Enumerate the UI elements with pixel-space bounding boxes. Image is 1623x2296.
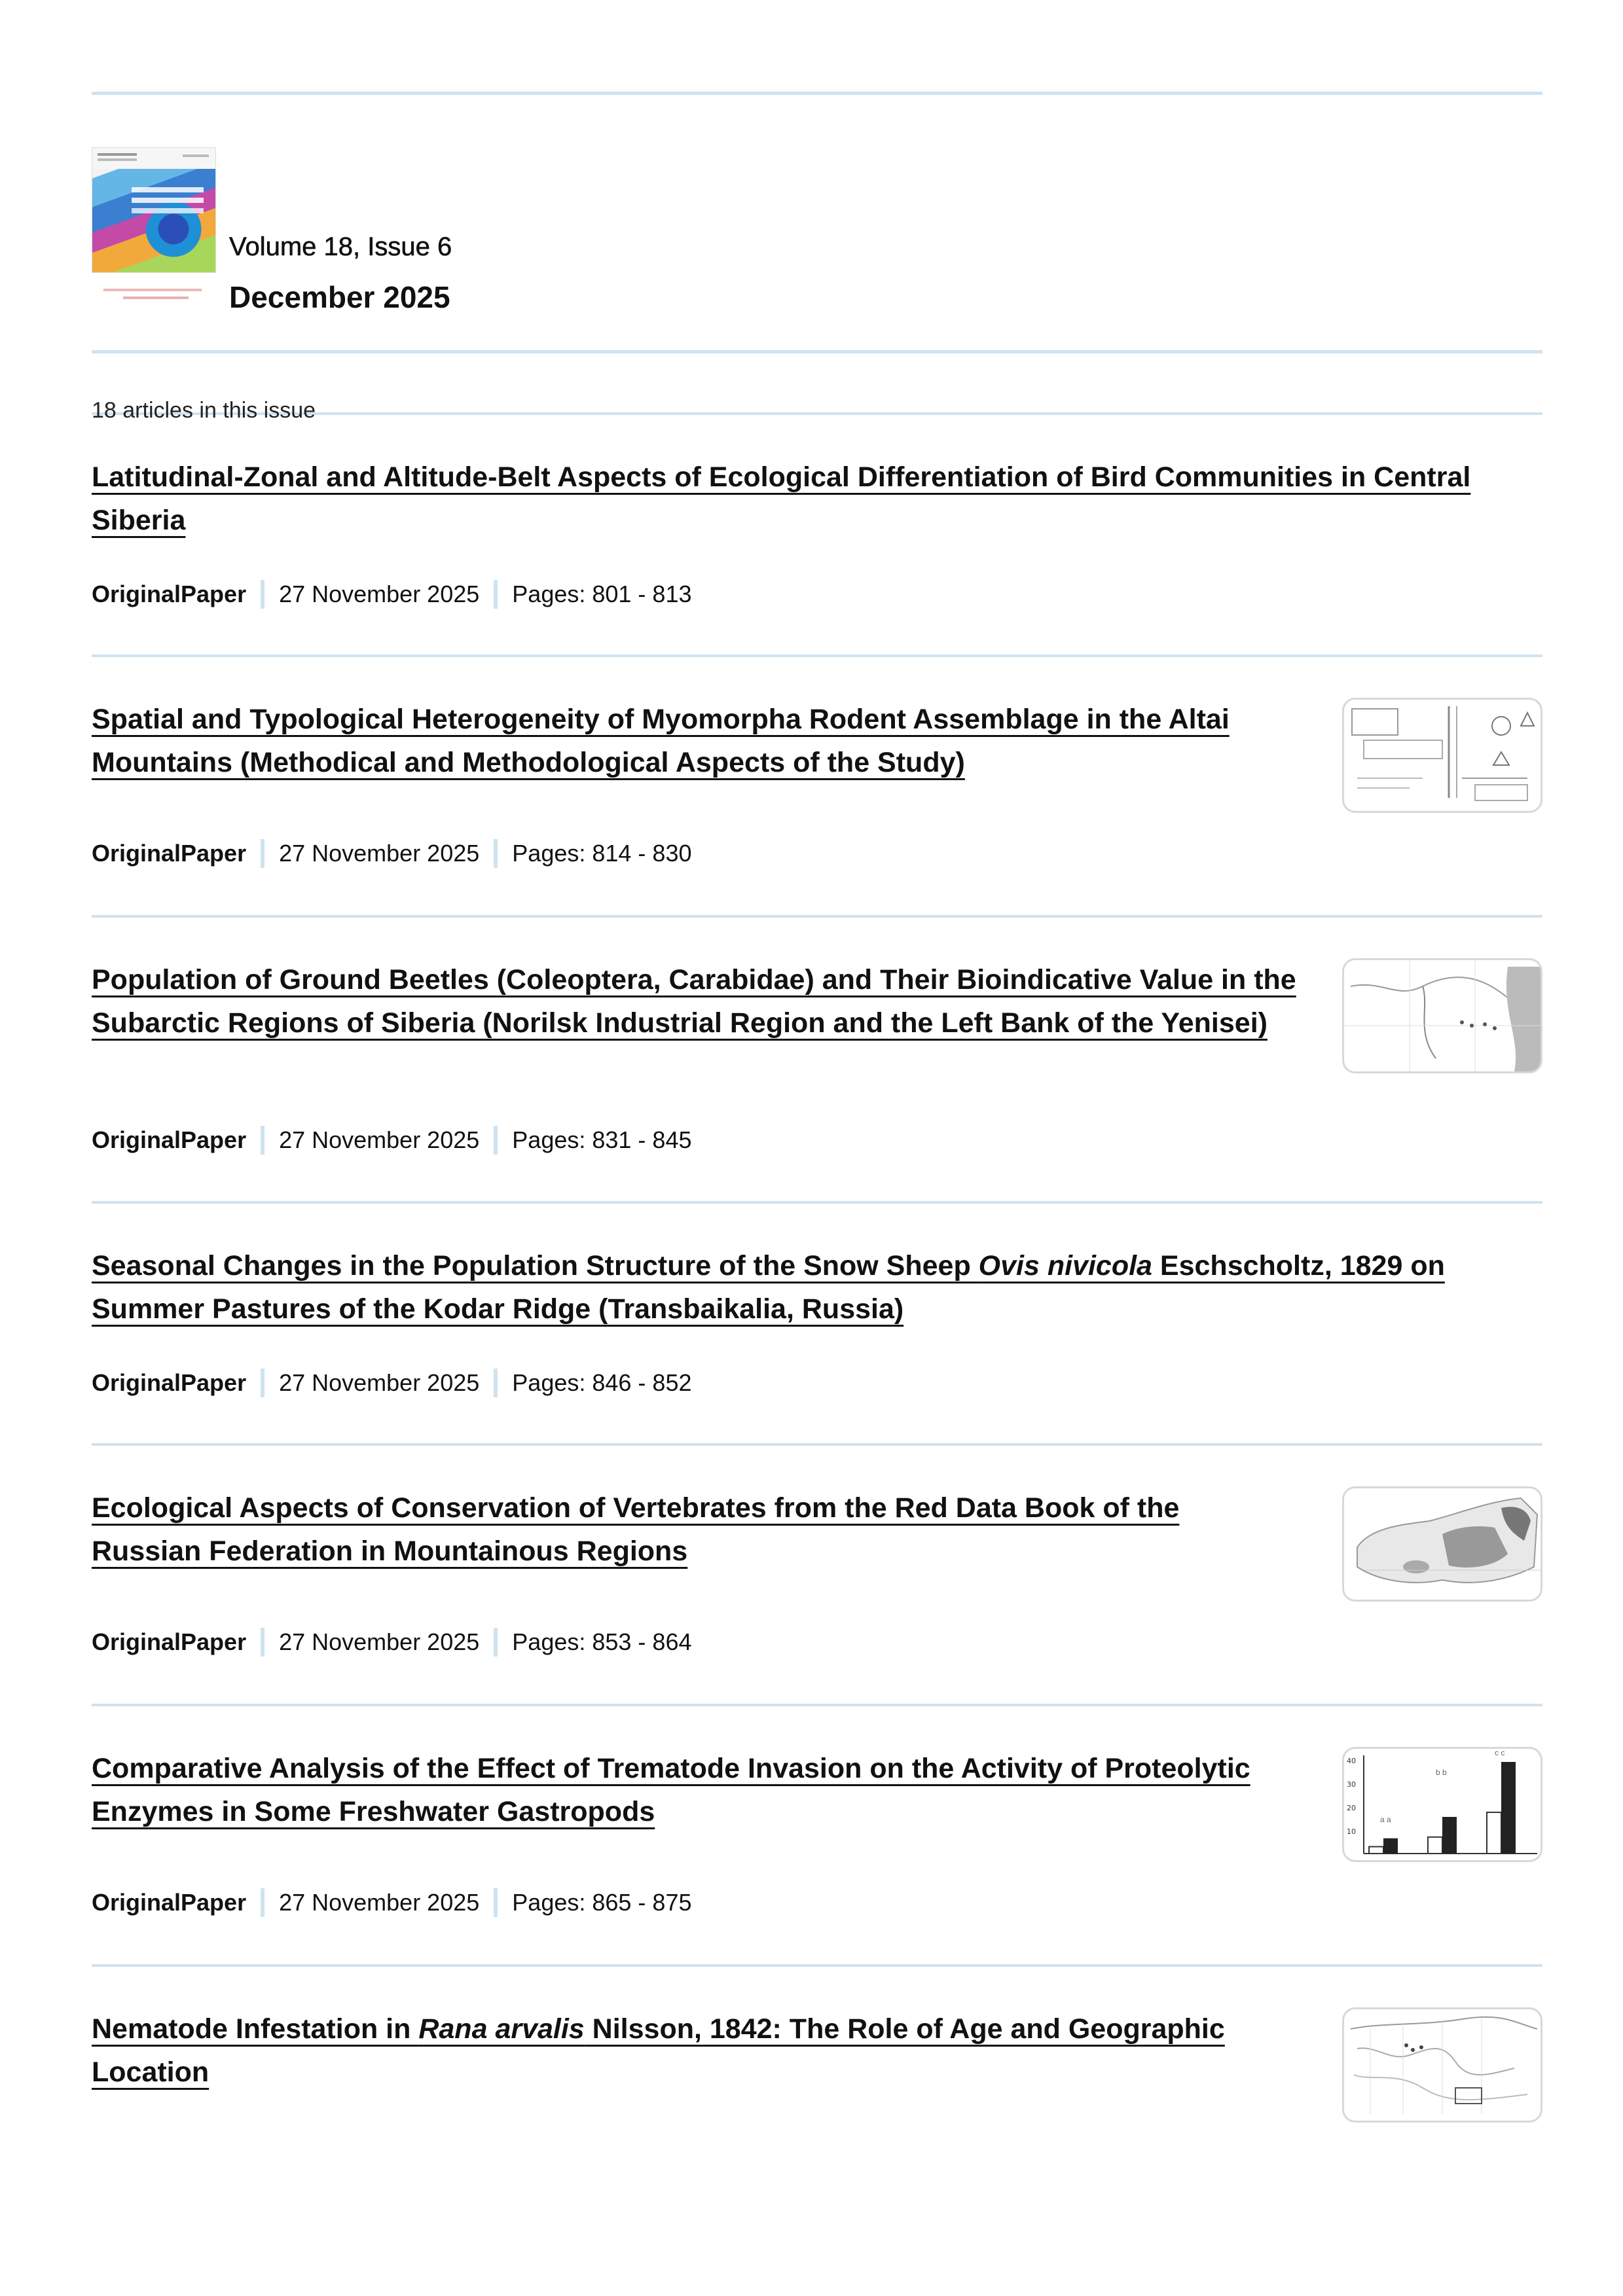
- bar-mark: [1428, 1837, 1442, 1854]
- article-type: OriginalPaper: [92, 1628, 247, 1655]
- article-item: [92, 657, 1542, 918]
- article-date: 27 November 2025: [279, 1889, 480, 1916]
- svg-text:a a: a a: [1380, 1815, 1391, 1824]
- article-meta: [92, 580, 691, 609]
- bar-mark: [1487, 1812, 1501, 1854]
- title-text: Ecological Aspects of Conservation of Vertebrates from the Red Data Book of the Russian Federation in Mountainous Regions: [92, 1492, 1180, 1567]
- article-type: OriginalPaper: [92, 1369, 247, 1396]
- svg-text:c c: c c: [1495, 1749, 1505, 1757]
- meta-separator: [261, 1628, 264, 1657]
- meta-separator: [494, 1126, 498, 1155]
- article-item: [92, 1706, 1542, 1967]
- article-date: 27 November 2025: [279, 840, 480, 867]
- title-text: Spatial and Typological Heterogeneity of Myomorpha Rodent Assemblage in the Altai Mountains (Methodical and Methodological Aspects of the Study): [92, 704, 1230, 778]
- bar-chart-icon: [1344, 1749, 1541, 1860]
- title-italic: Ovis nivicola: [978, 1250, 1152, 1282]
- article-title-link[interactable]: [92, 1244, 1542, 1331]
- article-type: OriginalPaper: [92, 1126, 247, 1153]
- article-item: [92, 918, 1542, 1204]
- meta-separator: [261, 1126, 264, 1155]
- issue-volume: Volume 18, Issue 6: [229, 232, 452, 261]
- article-thumbnail[interactable]: [1342, 1486, 1542, 1602]
- title-text: Nematode Infestation in: [92, 2013, 419, 2045]
- y-tick-label: 10: [1347, 1827, 1356, 1836]
- title-italic: Rana arvalis: [418, 2013, 585, 2045]
- title-text: Comparative Analysis of the Effect of Trematode Invasion on the Activity of Proteolytic Enzymes in Some Freshwater Gastropods: [92, 1753, 1250, 1827]
- meta-separator: [494, 1369, 498, 1397]
- article-pages: Pages: 801 - 813: [512, 581, 692, 607]
- article-thumbnail[interactable]: [1342, 2007, 1542, 2123]
- y-tick-label: 30: [1347, 1780, 1356, 1789]
- issue-header: [92, 95, 1542, 350]
- cover-image[interactable]: [92, 147, 216, 273]
- article-title-link[interactable]: [92, 456, 1542, 542]
- article-pages: Pages: 846 - 852: [512, 1369, 692, 1396]
- article-meta: [92, 1126, 691, 1155]
- article-thumbnail[interactable]: [1342, 958, 1542, 1073]
- title-text: Seasonal Changes in the Population Structure of the Snow Sheep: [92, 1250, 979, 1282]
- article-item: [92, 1204, 1542, 1446]
- y-tick-label: 20: [1347, 1804, 1356, 1812]
- meta-separator: [261, 1369, 264, 1397]
- article-item: [92, 415, 1542, 657]
- article-thumbnail[interactable]: [1342, 1747, 1542, 1862]
- russia-map-icon: [1344, 1488, 1541, 1600]
- article-meta: [92, 1888, 691, 1917]
- y-tick-label: 40: [1347, 1757, 1356, 1765]
- bar-mark: [1501, 1762, 1516, 1854]
- meta-separator: [261, 1888, 264, 1917]
- article-meta: [92, 1369, 691, 1397]
- article-item: [92, 1446, 1542, 1706]
- article-meta: [92, 1628, 691, 1657]
- meta-separator: [494, 839, 498, 868]
- issue-page: [92, 0, 1542, 2150]
- article-date: 27 November 2025: [279, 581, 480, 607]
- meta-separator: [494, 1888, 498, 1917]
- bar-mark: [1369, 1847, 1383, 1854]
- article-title-link[interactable]: [92, 1486, 1296, 1573]
- article-title-link[interactable]: [92, 1747, 1296, 1833]
- article-count: 18 articles in this issue: [92, 398, 316, 423]
- article-thumbnail[interactable]: [1342, 698, 1542, 813]
- title-text: Eschscholtz, 1829 on Summer Pastures of the Kodar Ridge (Transbaikalia, Russia): [92, 1250, 1445, 1325]
- article-title-link[interactable]: [92, 698, 1296, 784]
- article-title-link[interactable]: [92, 2007, 1296, 2094]
- publisher-logo: [103, 285, 202, 304]
- article-list: [92, 415, 1542, 2150]
- article-type: OriginalPaper: [92, 840, 247, 867]
- title-text: Latitudinal-Zonal and Altitude-Belt Aspects of Ecological Differentiation of Bird Communities in Central Siberia: [92, 461, 1471, 536]
- article-pages: Pages: 865 - 875: [512, 1889, 692, 1916]
- bar-mark: [1442, 1817, 1457, 1854]
- article-item: [92, 1967, 1542, 2150]
- eurasia-map-icon: [1344, 2009, 1541, 2121]
- meta-separator: [494, 580, 498, 609]
- article-date: 27 November 2025: [279, 1628, 480, 1655]
- article-pages: Pages: 831 - 845: [512, 1126, 692, 1153]
- article-pages: Pages: 814 - 830: [512, 840, 692, 867]
- article-type: OriginalPaper: [92, 581, 247, 607]
- bar-mark: [1383, 1839, 1398, 1854]
- article-type: OriginalPaper: [92, 1889, 247, 1916]
- article-pages: Pages: 853 - 864: [512, 1628, 692, 1655]
- article-title-link[interactable]: [92, 958, 1296, 1045]
- issue-date: December 2025: [229, 280, 450, 314]
- article-date: 27 November 2025: [279, 1126, 480, 1153]
- journal-cover[interactable]: [92, 147, 216, 304]
- svg-text:b b: b b: [1436, 1768, 1447, 1777]
- meta-separator: [494, 1628, 498, 1657]
- title-text: Nilsson, 1842: The Role of Age and Geographic Location: [92, 2013, 1225, 2088]
- meta-separator: [261, 580, 264, 609]
- region-map-icon: [1344, 960, 1541, 1071]
- article-date: 27 November 2025: [279, 1369, 480, 1396]
- title-text: Population of Ground Beetles (Coleoptera, Carabidae) and Their Bioindicative Value in the Subarctic Regions of Siberia (Norilsk Industrial Region and the Left Bank of the Yenisei): [92, 964, 1296, 1039]
- meta-separator: [261, 839, 264, 868]
- article-meta: [92, 839, 691, 868]
- flow-diagram-icon: [1344, 700, 1541, 811]
